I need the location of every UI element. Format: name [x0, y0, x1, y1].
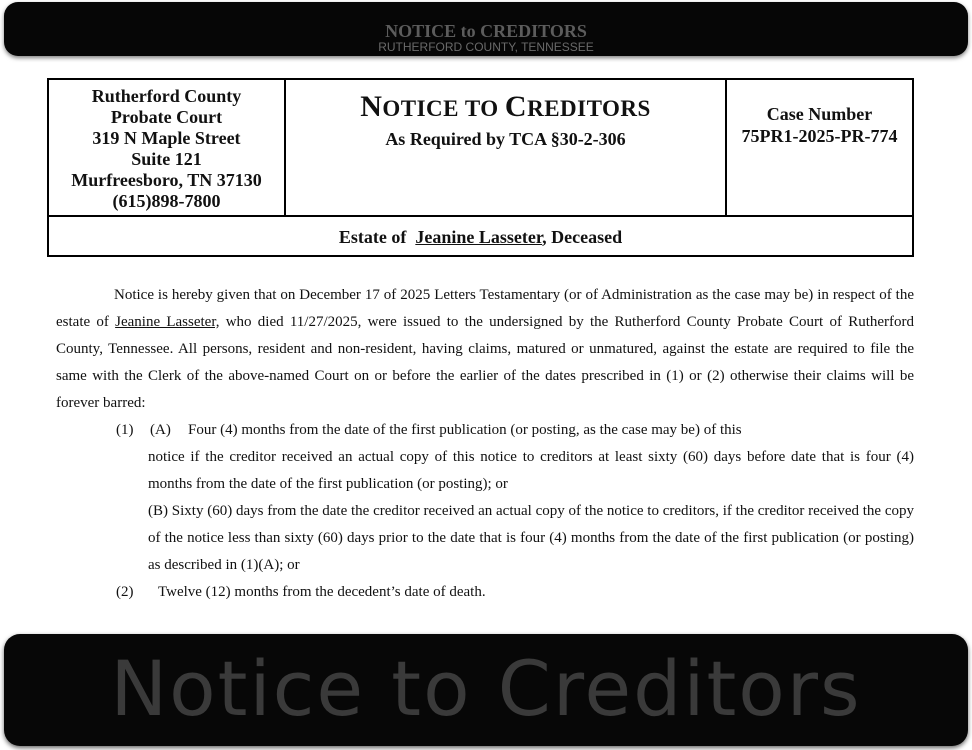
estate-suffix: , Deceased	[542, 227, 623, 247]
notice-header-table	[47, 78, 914, 257]
notice-subtitle: As Required by TCA §30-2-306	[385, 129, 626, 149]
list-item-1a-cont: notice if the creditor received an actual copy of this notice to creditors at least sixty (60) days before date that is four (4) months from the date of the first publication (or posting); or	[148, 449, 914, 492]
court-line: 319 N Maple Street	[92, 128, 241, 148]
case-label: Case Number	[766, 104, 873, 124]
court-line: Rutherford County	[91, 86, 242, 106]
banner-title: NOTICE to CREDITORS	[385, 21, 587, 41]
list-item-1a: (1) (A) Four (4) months from the date of the first publication (or posting, as the case may be) of this	[116, 422, 742, 438]
decedent-name: Jeanine Lasseter	[415, 227, 543, 247]
list-item-1b: (B) Sixty (60) days from the date the creditor received an actual copy of the notice to creditors, if the creditor received the copy of the notice less than sixty (60) days prior to the date that is four (4) months from the date of the first publication (or posting) as described in (1)(A); or	[148, 503, 914, 573]
estate-prefix: Estate of	[338, 227, 407, 247]
court-address	[49, 80, 286, 215]
banner-subtitle: RUTHERFORD COUNTY, TENNESSEE	[378, 40, 594, 54]
footer-title: Notice to Creditors	[110, 644, 862, 733]
top-banner	[4, 2, 968, 56]
court-line: Probate Court	[110, 107, 223, 127]
notice-title-cell	[286, 80, 727, 215]
court-line: Suite 121	[131, 149, 202, 169]
claim-deadlines-list	[56, 417, 914, 606]
notice-title: NOTICE TO CREDITORS	[360, 90, 651, 123]
estate-row	[49, 215, 912, 255]
bottom-banner	[4, 634, 968, 746]
decedent-name-inline: Jeanine Lasseter,	[115, 314, 220, 330]
case-cell	[727, 80, 912, 215]
notice-paragraph: Notice is hereby given that on December 17 of 2025 Letters Testamentary (or of Administration as the case may be) in respect of the estate of Jeanine Lasseter, who died 11/27/2025, were issued to the undersigned by the Rutherford County Probate Court of Rutherford County, Tennessee. All persons, resident and non-resident, having claims, matured or unmatured, against the estate are required to file the same with the Clerk of the above-named Court on or before the earlier of the dates prescribed in (1) or (2) otherwise their claims will be forever barred:	[56, 287, 915, 411]
court-line: Murfreesboro, TN 37130	[71, 170, 262, 190]
court-line: (615)898-7800	[112, 191, 221, 211]
case-number: 75PR1-2025-PR-774	[741, 126, 898, 146]
list-item-2: (2) Twelve (12) months from the decedent’s date of death.	[116, 584, 486, 600]
notice-body	[56, 282, 914, 606]
